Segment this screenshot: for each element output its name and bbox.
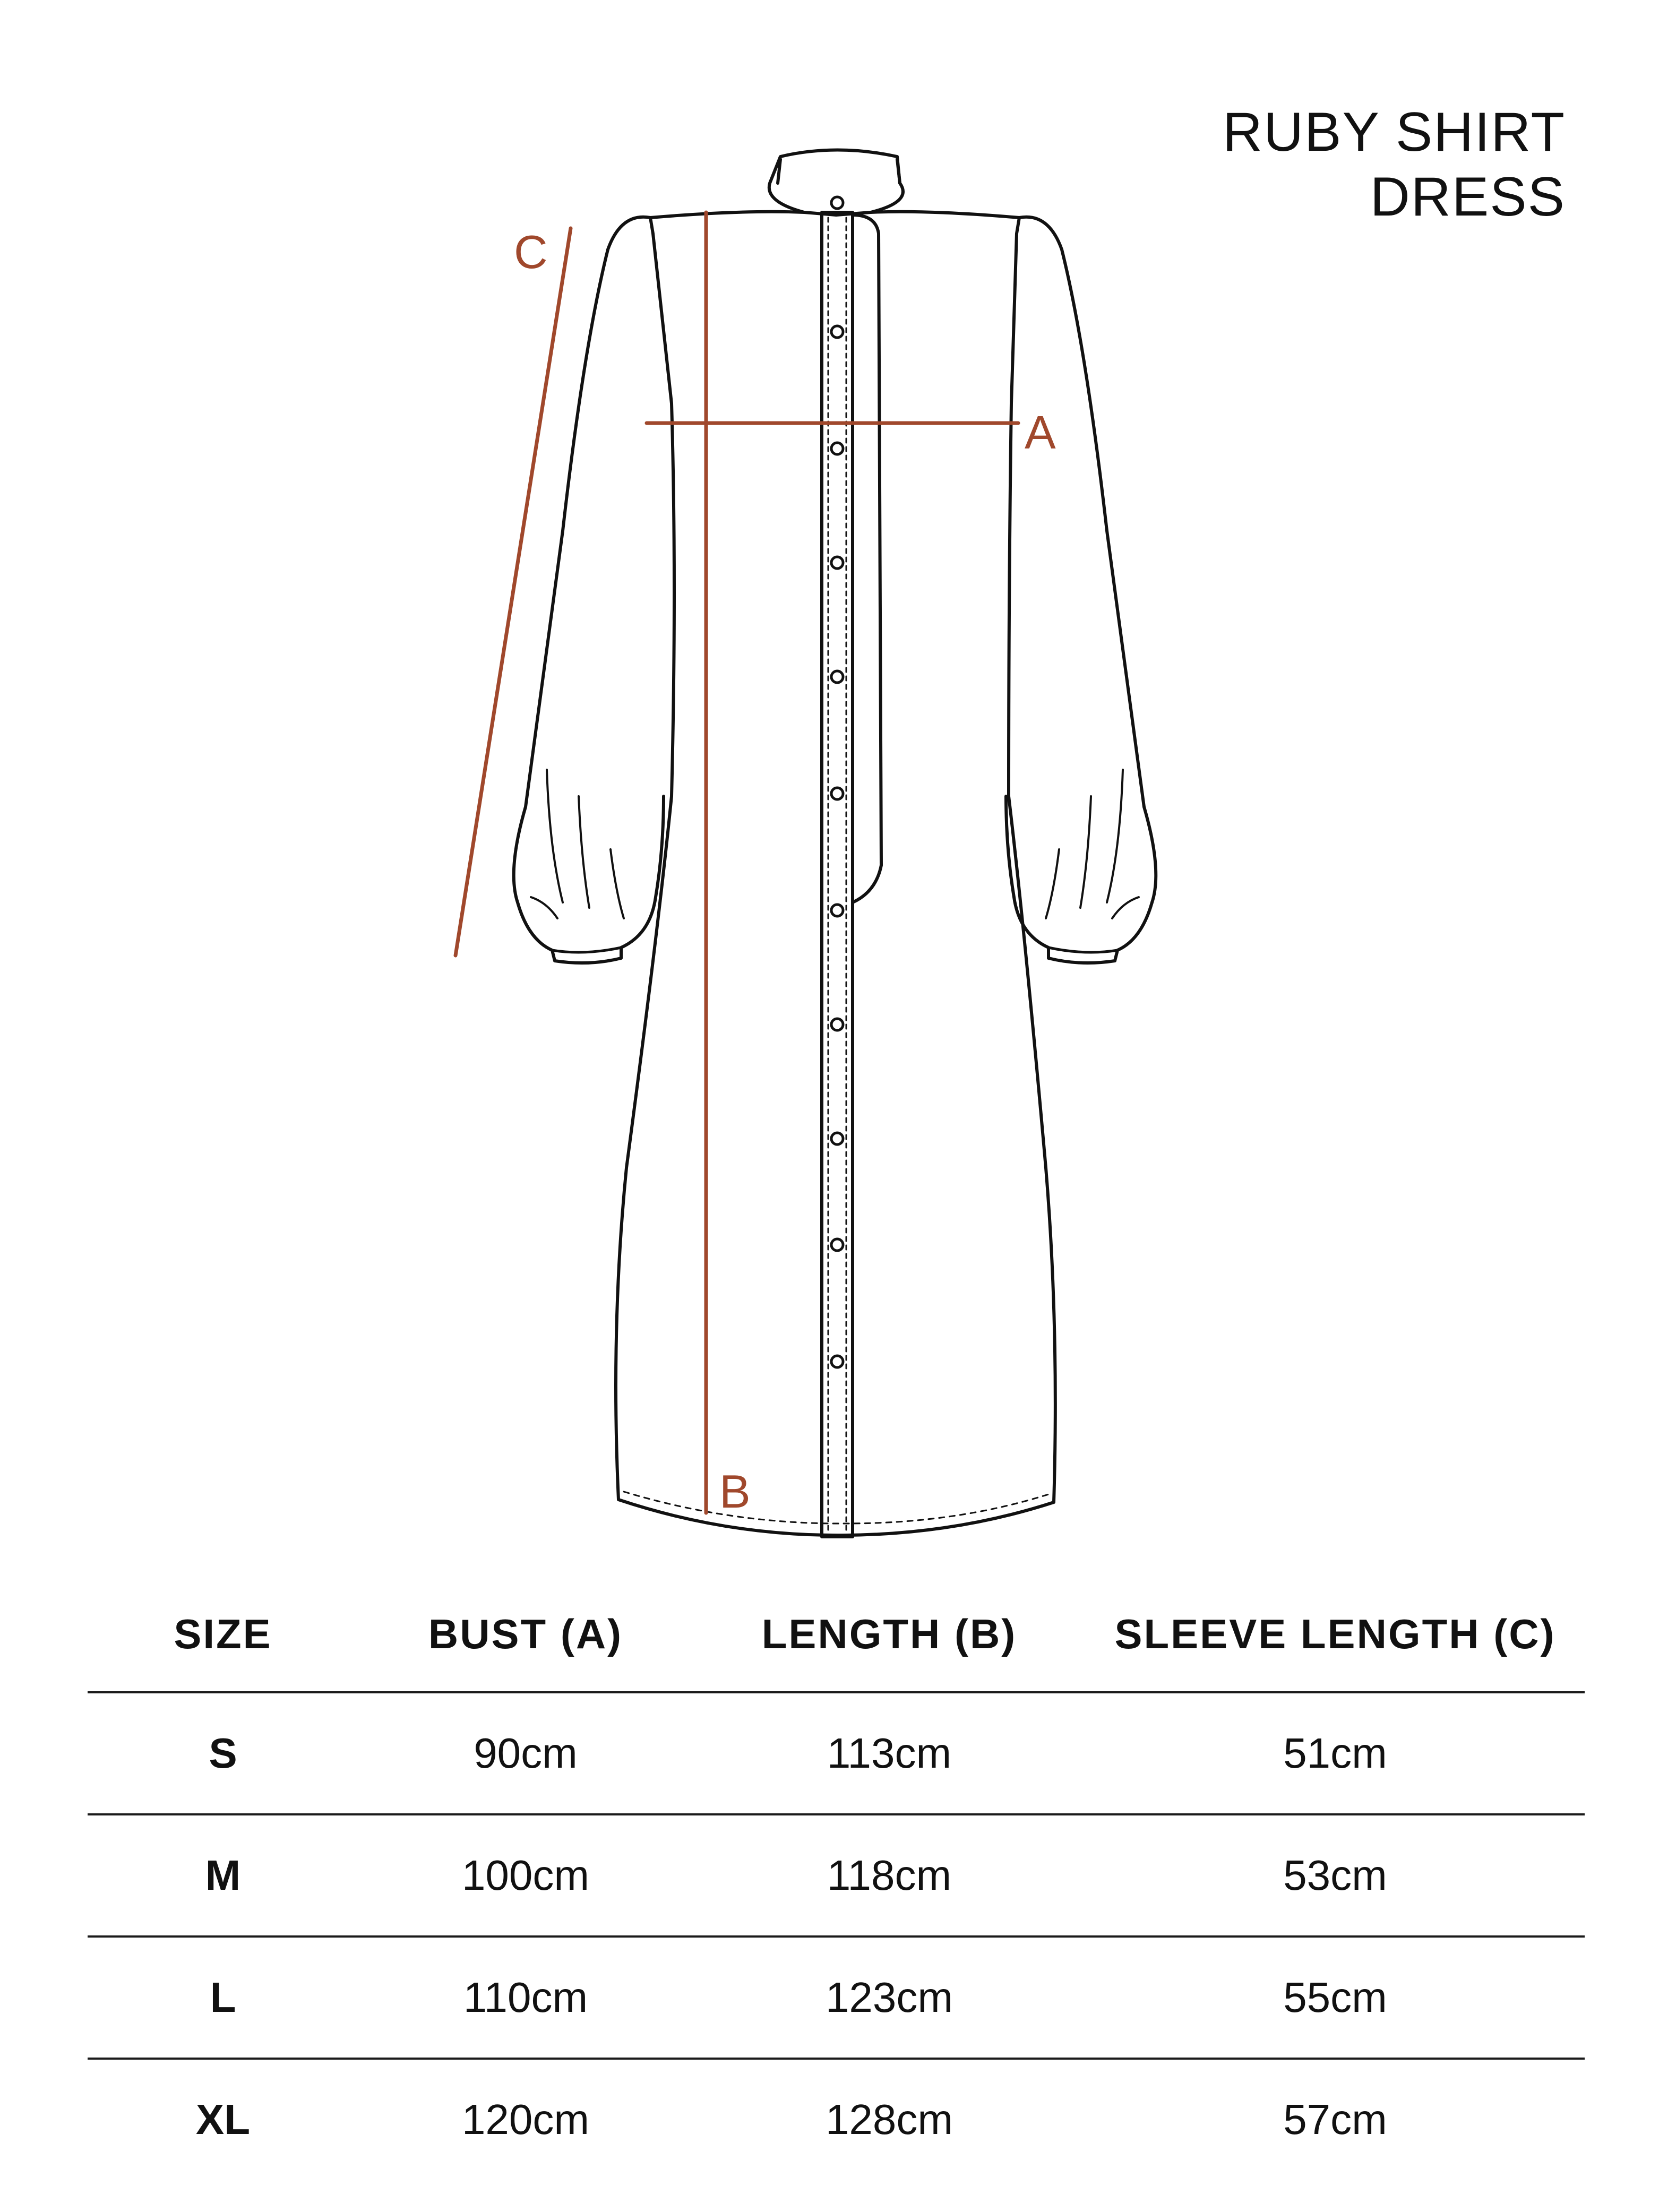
bust-cell: 120cm <box>461 2096 590 2143</box>
size-cell: XL <box>195 2096 251 2143</box>
button <box>831 1356 843 1367</box>
label-c: C <box>514 226 548 278</box>
table-row <box>88 1938 1585 2060</box>
size-cell: M <box>205 1852 241 1899</box>
table-row <box>88 1693 1585 1815</box>
bust-cell: 90cm <box>474 1729 578 1777</box>
button-placket <box>822 212 853 1537</box>
left-cuff <box>552 948 621 952</box>
label-a: A <box>1025 406 1056 459</box>
sleeve-cell: 57cm <box>1283 2096 1387 2143</box>
header-bust: BUST (A) <box>428 1610 623 1657</box>
right-cuff <box>1048 948 1118 952</box>
sleeve-cell: 55cm <box>1283 1974 1387 2021</box>
collar-band <box>778 159 900 183</box>
button <box>831 1133 843 1144</box>
placket-buttons <box>831 197 843 1367</box>
header-size: SIZE <box>174 1610 272 1657</box>
left-sleeve <box>514 217 664 963</box>
size-cell: S <box>209 1729 237 1777</box>
button <box>831 443 843 454</box>
sleeve-cell: 51cm <box>1283 1729 1387 1777</box>
length-cell: 118cm <box>827 1852 952 1899</box>
button <box>831 326 843 338</box>
length-cell: 113cm <box>827 1729 952 1777</box>
title-line-1: RUBY SHIRT <box>1222 101 1566 163</box>
length-cell: 128cm <box>825 2096 953 2143</box>
table-row <box>88 1815 1585 1938</box>
button <box>831 905 843 916</box>
title-line-2: DRESS <box>1370 166 1566 228</box>
button <box>831 788 843 799</box>
dress-body-outline <box>616 212 1055 1535</box>
right-sleeve-gathers <box>1046 770 1139 918</box>
left-sleeve-gathers <box>531 770 624 918</box>
right-sleeve <box>1006 217 1156 963</box>
button <box>831 671 843 683</box>
table-row <box>88 2060 1585 2180</box>
header-length: LENGTH (B) <box>761 1610 1017 1657</box>
table-header-row <box>88 1577 1585 1693</box>
button <box>831 197 843 209</box>
button <box>831 1019 843 1030</box>
size-cell: L <box>210 1974 236 2021</box>
button <box>831 1239 843 1251</box>
size-table <box>88 1577 1585 2180</box>
header-sleeve-length: SLEEVE LENGTH (C) <box>1114 1610 1556 1657</box>
length-cell: 123cm <box>825 1974 953 2021</box>
neck-tie <box>853 215 881 902</box>
bust-cell: 100cm <box>461 1852 590 1899</box>
button <box>831 557 843 569</box>
label-b: B <box>719 1465 751 1518</box>
sleeve-cell: 53cm <box>1283 1852 1387 1899</box>
bust-cell: 110cm <box>463 1974 588 2021</box>
